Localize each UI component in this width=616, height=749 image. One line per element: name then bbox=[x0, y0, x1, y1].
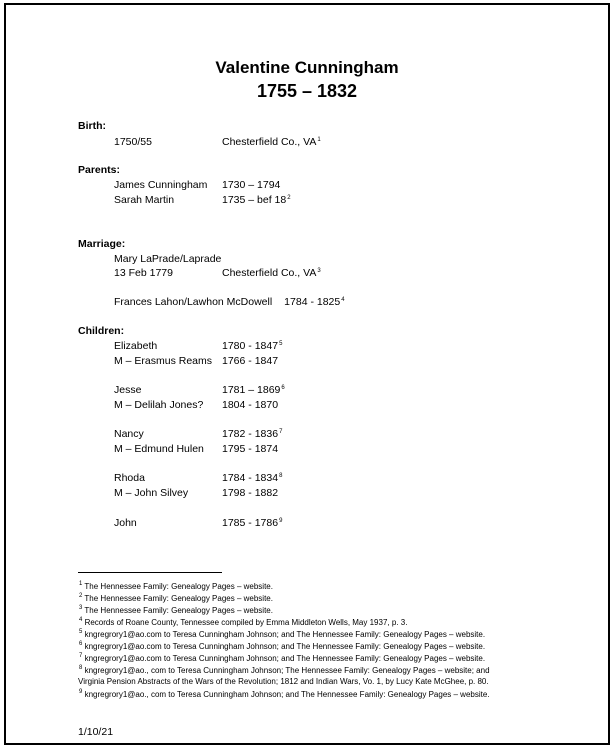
child-name: Rhoda bbox=[114, 472, 145, 484]
child-years: 1785 - 1786$^9$ bbox=[222, 517, 283, 529]
spouse-name: Mary LaPrade/Laprade bbox=[114, 253, 222, 265]
child-spouse-years: 1804 - 1870 bbox=[222, 399, 279, 411]
child-name: Nancy bbox=[114, 428, 144, 440]
footnote: $^7$ kngregrory1@ao.com to Teresa Cunningham Johnson; and The Hennessee Family: Genealogy Pages – website. bbox=[79, 653, 486, 663]
footnote: $^9$ kngregrory1@ao., com to Teresa Cunningham Johnson; and The Hennessee Family: Genealogy Pages – website. bbox=[79, 689, 490, 699]
child-years: 1784 - 1834$^8$ bbox=[222, 472, 283, 484]
footnote: $^2$ The Hennessee Family: Genealogy Pages – website. bbox=[79, 593, 273, 603]
birth-heading: Birth: bbox=[78, 120, 106, 132]
document-date: 1/10/21 bbox=[78, 726, 114, 738]
child-name: Jesse bbox=[114, 384, 142, 396]
child-spouse-years: 1795 - 1874 bbox=[222, 443, 279, 455]
footnote: $^1$ The Hennessee Family: Genealogy Pages – website. bbox=[79, 581, 273, 591]
footnote: $^4$ Records of Roane County, Tennessee compiled by Emma Middleton Wells, May 1937, p. 3. bbox=[79, 617, 408, 627]
child-spouse: M – Erasmus Reams bbox=[114, 355, 213, 367]
page-title: Valentine Cunningham bbox=[215, 58, 399, 77]
child-spouse-years: 1798 - 1882 bbox=[222, 487, 279, 499]
footnote-ref: 1 bbox=[317, 137, 321, 143]
footnote-ref: 2 bbox=[287, 195, 291, 201]
child-name: Elizabeth bbox=[114, 340, 158, 352]
children-heading: Children: bbox=[78, 325, 125, 337]
footnote: $^6$ kngregrory1@ao.com to Teresa Cunningham Johnson; and The Hennessee Family: Genealogy Pages – website. bbox=[79, 641, 486, 651]
child-spouse: M – Delilah Jones? bbox=[114, 399, 204, 411]
footnote-continuation: Virginia Pension Abstracts of the Wars of the Revolution; 1812 and Indian Wars, Vo. 1, by Lucy Kate McGhee, p. 80. bbox=[78, 677, 489, 686]
birth-place: Chesterfield Co., $VA^1$ bbox=[222, 136, 321, 148]
footnote-ref: 5 bbox=[279, 341, 283, 347]
parent-years: 1730 – 1794 bbox=[222, 179, 281, 191]
parents-heading: Parents: bbox=[78, 164, 121, 176]
footnote-number: 6 bbox=[79, 641, 83, 647]
footnote-ref: 9 bbox=[279, 518, 283, 524]
footnote: $^5$ kngregrory1@ao.com to Teresa Cunningham Johnson; and The Hennessee Family: Genealogy Pages – website. bbox=[79, 629, 486, 639]
footnote-ref: 4 bbox=[341, 297, 345, 303]
child-spouse: M – John Silvey bbox=[114, 487, 189, 499]
marriage-place: Chesterfield Co., $VA^3$ bbox=[222, 267, 321, 279]
footnote-ref: 8 bbox=[279, 473, 283, 479]
footnote-ref: 7 bbox=[279, 429, 283, 435]
footnote-number: 1 bbox=[79, 581, 83, 587]
child-years: 1780 - 1847$^5$ bbox=[222, 340, 283, 352]
spouse-name: Frances Lahon/Lawhon McDowell 1784 - 1825$^4$ bbox=[114, 296, 345, 308]
footnote-number: 8 bbox=[79, 665, 83, 671]
footnote-ref: 3 bbox=[317, 268, 321, 274]
birth-date: 1750/55 bbox=[114, 136, 152, 148]
child-years: 1781 – 1869$^6$ bbox=[222, 384, 285, 396]
footnote-number: 2 bbox=[79, 593, 83, 599]
marriage-date: 13 Feb 1779 bbox=[114, 267, 173, 279]
footnote: $^3$ The Hennessee Family: Genealogy Pages – website. bbox=[79, 605, 273, 615]
footnote: $^8$ kngregrory1@ao., com to Teresa Cunningham Johnson; The Hennessee Family: Genealogy Pages – website; and bbox=[79, 665, 490, 675]
footnote-number: 7 bbox=[79, 653, 83, 659]
child-spouse-years: 1766 - 1847 bbox=[222, 355, 279, 367]
parent-name: James Cunningham bbox=[114, 179, 208, 191]
life-years: 1755 – 1832 bbox=[256, 81, 358, 101]
footnote-number: 4 bbox=[79, 617, 83, 623]
footnote-number: 3 bbox=[79, 605, 83, 611]
document-page bbox=[4, 3, 610, 745]
parent-years: 1735 – bef $18^2$ bbox=[222, 194, 291, 206]
footnote-separator bbox=[78, 572, 222, 573]
parent-name: Sarah Martin bbox=[114, 194, 175, 206]
footnote-number: 5 bbox=[79, 629, 83, 635]
child-years: 1782 - 1836$^7$ bbox=[222, 428, 283, 440]
child-name: John bbox=[114, 517, 137, 529]
footnote-number: 9 bbox=[79, 689, 83, 695]
child-spouse: M – Edmund Hulen bbox=[114, 443, 204, 455]
footnote-ref: 6 bbox=[281, 385, 285, 391]
marriage-heading: Marriage: bbox=[78, 238, 126, 250]
spouse-years: 1784 - 1825 bbox=[284, 296, 341, 308]
